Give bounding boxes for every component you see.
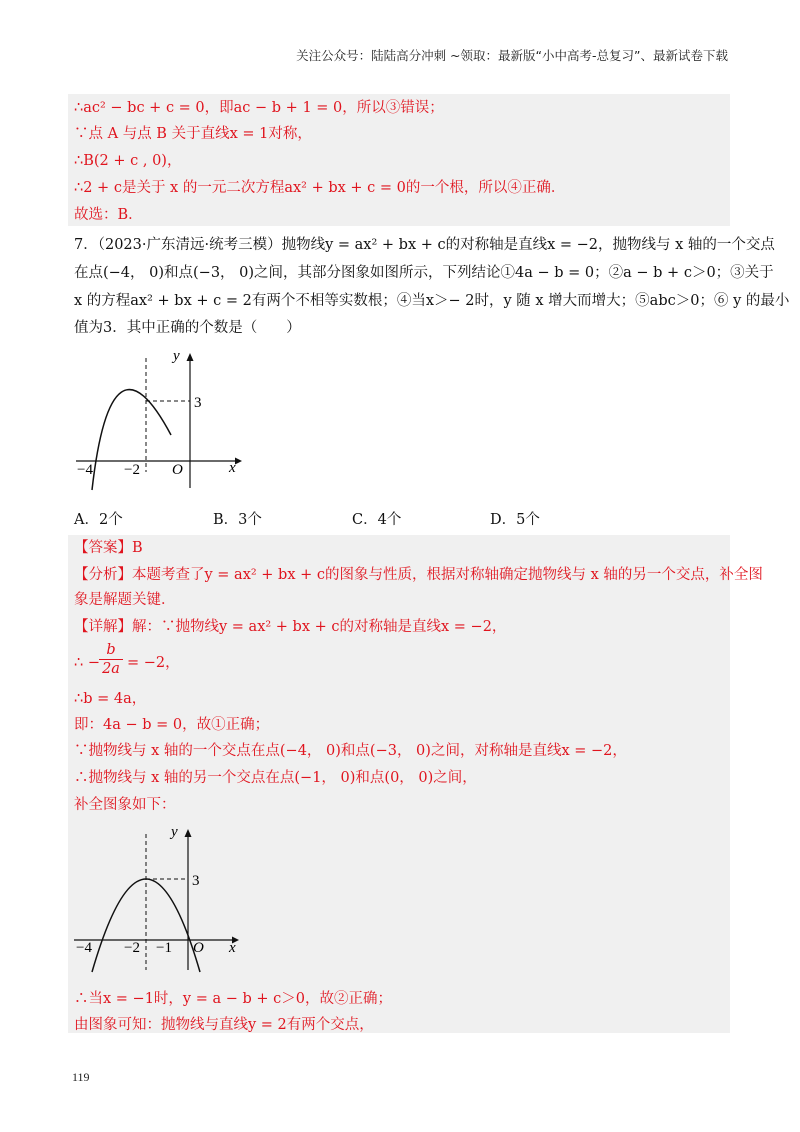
y-axis-label: y <box>171 824 178 840</box>
label-3: 3 <box>194 395 202 411</box>
page-header: 关注公众号：陆陆高分冲刺 ~领取：最新版“小中高考-总复习”、最新试卷下载 <box>296 48 728 63</box>
y-axis-arrow <box>187 353 194 361</box>
option-c: C．4个 <box>352 512 402 528</box>
prev-line-5: 故选：B． <box>74 207 143 223</box>
tail-line-2: 由图象可知：抛物线与直线y = 2有两个交点， <box>74 1017 374 1033</box>
label-minus-2: −2 <box>124 940 140 956</box>
parabola-graph-partial <box>70 340 250 500</box>
question-line-3: x 的方程ax² + bx + c = 2有两个不相等实数根；④当x＞− 2时，y 随 x 增大而增大；⑤abc＞0；⑥ y 的最小 <box>74 293 790 309</box>
x-axis-arrow <box>235 458 242 465</box>
prev-line-3: ∴B(2 + c , 0)， <box>74 153 182 169</box>
question-line-2: 在点(−4， 0)和点(−3， 0)之间，其部分图象如图所示，下列结论①4a − b = 0；②a − b + c＞0；③关于 <box>74 265 774 281</box>
x-axis-label: x <box>229 940 236 956</box>
label-minus-2: −2 <box>124 462 140 478</box>
prev-line-2: ∵点 A 与点 B 关于直线x = 1对称， <box>74 126 312 142</box>
parabola-graph-complete <box>70 820 250 980</box>
option-b: B．3个 <box>213 512 262 528</box>
detail-line-5: ∵抛物线与 x 轴的一个交点在点(−4， 0)和点(−3， 0)之间，对称轴是直线x = −2， <box>74 743 627 759</box>
label-3: 3 <box>192 873 200 889</box>
prev-line-4: ∴2 + c是关于 x 的一元二次方程ax² + bx + c = 0的一个根，所以④正确． <box>74 180 566 196</box>
fraction <box>99 641 123 678</box>
fraction-prefix: ∴ − <box>74 655 100 671</box>
tail-line-1: ∴当x = −1时，y = a − b + c＞0，故②正确； <box>74 991 392 1007</box>
detail-line-1: 【详解】解：∵抛物线y = ax² + bx + c的对称轴是直线x = −2， <box>74 619 507 635</box>
fraction-numerator: b <box>106 642 116 658</box>
label-minus-1: −1 <box>156 940 172 956</box>
origin-label: O <box>172 462 183 478</box>
analysis-line-1: 【分析】本题考查了y = ax² + bx + c的图象与性质，根据对称轴确定抛物线与 x 轴的另一个交点，补全图 <box>74 567 763 583</box>
origin-label: O <box>193 940 204 956</box>
detail-line-6: ∴抛物线与 x 轴的另一个交点在点(−1， 0)和点(0， 0)之间， <box>74 770 477 786</box>
option-a: A．2个 <box>74 512 123 528</box>
analysis-line-2: 象是解题关键． <box>74 592 176 608</box>
x-axis-label: x <box>229 460 236 476</box>
fraction-suffix: = −2， <box>127 655 180 671</box>
label-minus-4: −4 <box>77 462 93 478</box>
detail-line-3: ∴b = 4a， <box>74 691 147 707</box>
detail-line-4: 即：4a − b = 0，故①正确； <box>74 717 270 733</box>
question-line-1: 7．（2023·广东清远·统考三模）抛物线y = ax² + bx + c的对称轴是直线x = −2，抛物线与 x 轴的一个交点 <box>74 237 775 253</box>
answer-line: 【答案】B <box>74 540 143 556</box>
y-axis-arrow <box>185 829 192 837</box>
detail-line-7: 补全图象如下： <box>74 797 176 813</box>
prev-line-1: ∴ac² − bc + c = 0，即ac − b + 1 = 0，所以③错误； <box>74 100 444 116</box>
y-axis-label: y <box>173 348 180 364</box>
option-d: D．5个 <box>490 512 540 528</box>
question-line-4: 值为3．其中正确的个数是（ ） <box>74 320 301 336</box>
label-minus-4: −4 <box>76 940 92 956</box>
page-number: 119 <box>72 1070 90 1084</box>
fraction-denominator: 2a <box>102 661 120 677</box>
